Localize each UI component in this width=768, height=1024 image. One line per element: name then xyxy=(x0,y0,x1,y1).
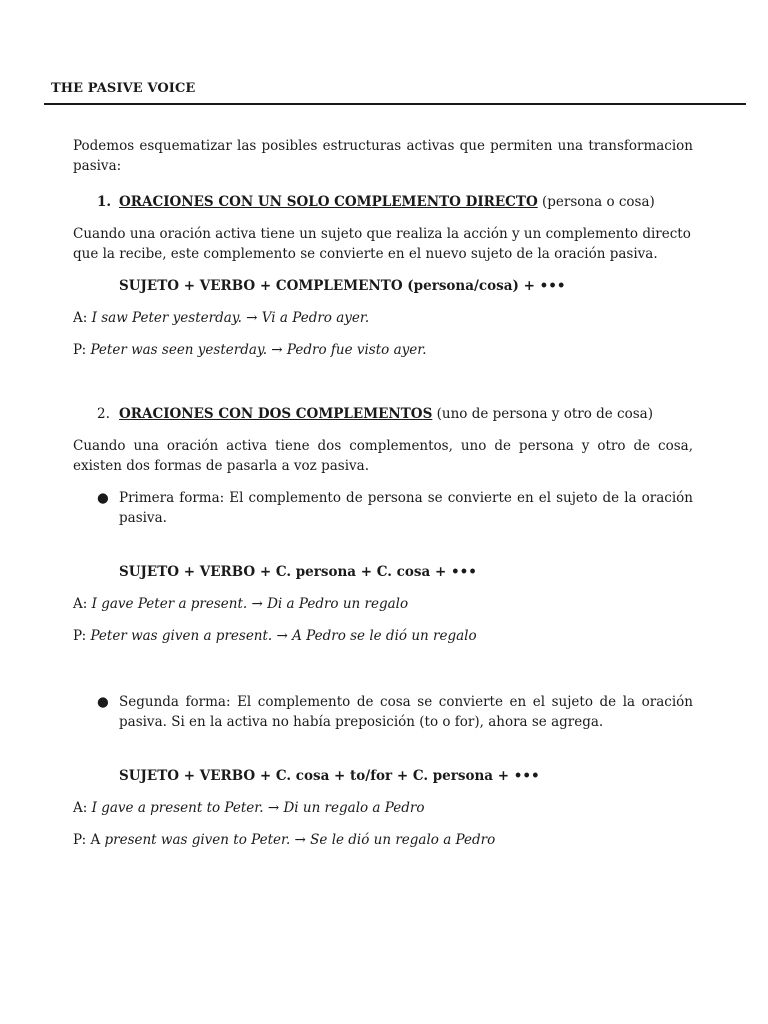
example-prefix: P: A xyxy=(73,832,105,848)
bullet-second-form xyxy=(73,692,693,732)
example-text: present was given to Peter. → Se le dió un regalo a Pedro xyxy=(104,832,496,848)
section-1-number: 1. xyxy=(97,194,112,210)
second-form-example-passive xyxy=(73,830,693,850)
section-2-number: 2. xyxy=(97,406,110,422)
bullet-text: Segunda forma: El complemento de cosa se convierte en el sujeto de la oración pasiva. Si en la activa no había preposición (to o for), ahora se agrega. xyxy=(119,694,693,730)
first-form-example-passive xyxy=(73,626,693,646)
second-form-example-active xyxy=(73,798,693,818)
bullet-first-form xyxy=(73,488,693,528)
section-1-example-passive xyxy=(73,340,693,360)
section-1-example-active xyxy=(73,308,693,328)
bullet-text: Primera forma: El complemento de persona se convierte en el sujeto de la oración pasiva. xyxy=(119,490,693,526)
page-title: THE PASIVE VOICE xyxy=(51,81,196,96)
example-prefix: A: xyxy=(73,596,92,612)
section-1-description: Cuando una oración activa tiene un sujeto que realiza la acción y un complemento directo que la recibe, este complemento se convierte en el nuevo sujeto de la oración pasiva. xyxy=(73,226,691,262)
intro-paragraph: Podemos esquematizar las posibles estructuras activas que permiten una transformacion pasiva: xyxy=(73,138,693,174)
section-2-suffix: (uno de persona y otro de cosa) xyxy=(432,406,653,422)
bullet-dot: ● xyxy=(97,694,109,710)
second-form-formula: SUJETO + VERBO + C. cosa + to/for + C. persona + ••• xyxy=(119,768,540,784)
first-form-example-active xyxy=(73,594,693,614)
example-text: I gave Peter a present. → Di a Pedro un regalo xyxy=(91,596,409,612)
section-2-heading xyxy=(73,404,693,424)
example-prefix: A: xyxy=(73,800,92,816)
document-body xyxy=(73,136,693,862)
section-2-title: ORACIONES CON DOS COMPLEMENTOS xyxy=(119,406,433,422)
section-2-description: Cuando una oración activa tiene dos complementos, uno de persona y otro de cosa, existen dos formas de pasarla a voz pasiva. xyxy=(73,438,693,474)
first-form-formula: SUJETO + VERBO + C. persona + C. cosa + ••• xyxy=(119,564,477,580)
example-text: I gave a present to Peter. → Di un regalo a Pedro xyxy=(91,800,425,816)
section-1-formula: SUJETO + VERBO + COMPLEMENTO (persona/cosa) + ••• xyxy=(119,278,566,294)
example-text: I saw Peter yesterday. → Vi a Pedro ayer. xyxy=(91,310,370,326)
example-prefix: P: xyxy=(73,342,91,358)
section-1-heading xyxy=(73,192,693,212)
section-1-title: ORACIONES CON UN SOLO COMPLEMENTO DIRECTO xyxy=(119,194,538,210)
title-divider xyxy=(44,103,746,105)
example-prefix: P: xyxy=(73,628,91,644)
example-prefix: A: xyxy=(73,310,92,326)
example-text: Peter was given a present. → A Pedro se le dió un regalo xyxy=(90,628,477,644)
bullet-dot: ● xyxy=(97,490,109,506)
section-1-suffix: (persona o cosa) xyxy=(537,194,655,210)
example-text: Peter was seen yesterday. → Pedro fue visto ayer. xyxy=(90,342,427,358)
